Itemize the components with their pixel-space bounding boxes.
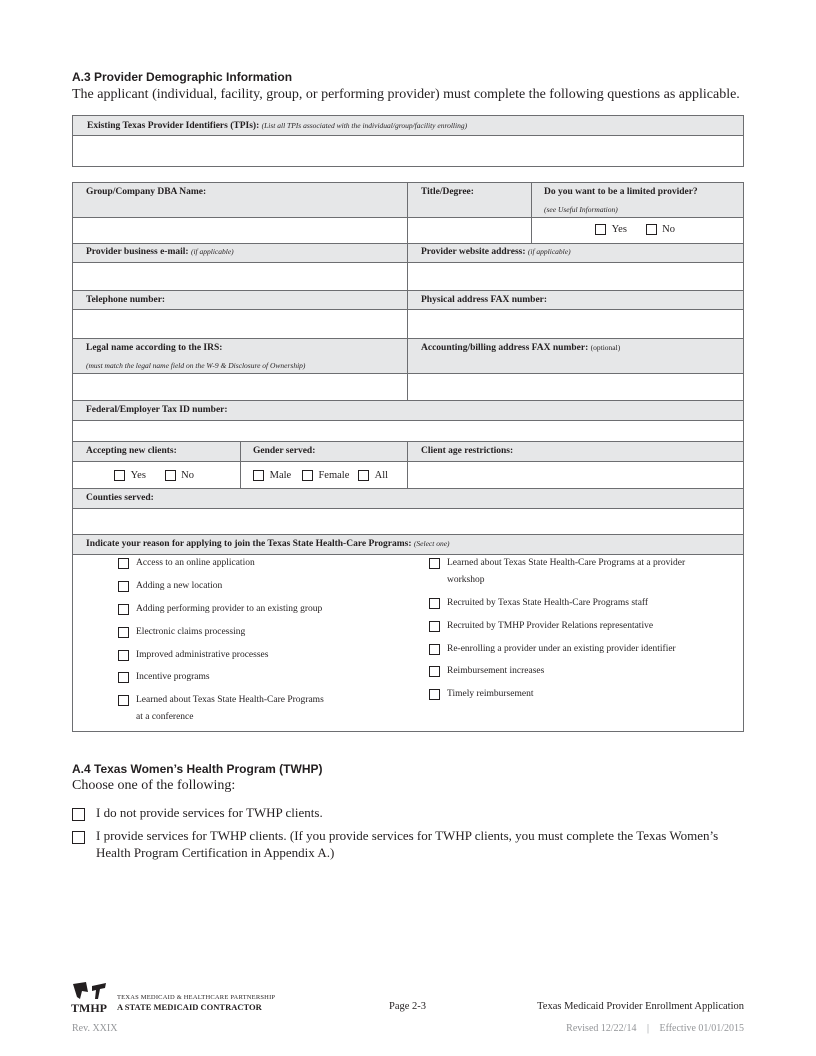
tmhp-logo-icon: [72, 982, 110, 1000]
footer-page-number: Page 2-3: [389, 1001, 427, 1012]
accepting-no-checkbox[interactable]: [165, 470, 176, 481]
email-input[interactable]: [73, 263, 407, 290]
group-dba-input[interactable]: [73, 218, 407, 243]
gender-label: Gender served:: [253, 446, 316, 456]
gender-all-label: All: [374, 470, 389, 481]
twhp-provide-services-label-2: Health Program Certification in Appendix A.): [96, 845, 335, 860]
section-a3-title: A.3 Provider Demographic Information: [72, 70, 293, 84]
tmhp-logo-text: TMHP: [71, 1001, 107, 1015]
accepting-yes-label: Yes: [130, 470, 146, 481]
billing-fax-label: Accounting/billing address FAX number: (optional): [421, 343, 621, 353]
twhp-no-services-checkbox[interactable]: [72, 808, 85, 821]
tpi-label: Existing Texas Provider Identifiers (TPIs): (List all TPIs associated with the individual/group/facility enrolling): [87, 121, 468, 131]
accepting-options: [114, 470, 194, 481]
tax-id-input[interactable]: [73, 421, 743, 441]
limited-provider-note: (see Useful Information): [544, 205, 618, 214]
footer-partnership: TEXAS MEDICAID & HEALTHCARE PARTNERSHIP: [117, 994, 276, 1001]
tpi-header: [72, 115, 744, 136]
age-input[interactable]: [408, 462, 743, 488]
website-label: Provider website address: (if applicable): [421, 247, 571, 257]
accepting-label: Accepting new clients:: [86, 446, 177, 456]
legal-name-label: Legal name according to the IRS:: [86, 343, 223, 353]
footer-revision-info: Revised 12/22/14 | Effective 01/01/2015: [566, 1023, 744, 1034]
fax-input[interactable]: [408, 310, 743, 338]
telephone-input[interactable]: [73, 310, 407, 338]
gender-options: [253, 470, 388, 481]
group-dba-label: Group/Company DBA Name:: [86, 187, 207, 197]
twhp-provide-services-label-1: I provide services for TWHP clients. (If you provide services for TWHP clients, you must complete the Texas Women’s: [96, 828, 719, 843]
accepting-no-label: No: [181, 470, 194, 481]
tpi-input[interactable]: [72, 135, 744, 167]
section-a3-description: The applicant (individual, facility, group, or performing provider) must complete the following questions as applicable.: [72, 87, 740, 102]
limited-no-label: No: [662, 224, 675, 235]
limited-yes-checkbox[interactable]: [595, 224, 606, 235]
twhp-provide-services-checkbox[interactable]: [72, 831, 85, 844]
footer-contractor: A STATE MEDICAID CONTRACTOR: [117, 1002, 262, 1012]
counties-input[interactable]: [73, 509, 743, 534]
footer-doc-title: Texas Medicaid Provider Enrollment Application: [537, 1001, 744, 1012]
billing-fax-input[interactable]: [408, 374, 743, 400]
website-input[interactable]: [408, 263, 743, 290]
reason-label: Indicate your reason for applying to join the Texas State Health-Care Programs: (Select one): [86, 539, 450, 549]
counties-label: Counties served:: [86, 493, 154, 503]
section-a4-description: Choose one of the following:: [72, 778, 236, 793]
gender-female-label: Female: [318, 470, 350, 481]
gender-male-label: Male: [269, 470, 292, 481]
legal-name-note: (must match the legal name field on the W-9 & Disclosure of Ownership): [86, 361, 306, 370]
limited-provider-options: [595, 224, 675, 235]
tax-id-label: Federal/Employer Tax ID number:: [86, 405, 228, 415]
limited-provider-label: Do you want to be a limited provider?: [544, 187, 698, 197]
limited-yes-label: Yes: [611, 224, 627, 235]
gender-female-checkbox[interactable]: [302, 470, 313, 481]
gender-all-checkbox[interactable]: [358, 470, 369, 481]
title-degree-label: Title/Degree:: [421, 187, 474, 197]
accepting-yes-checkbox[interactable]: [114, 470, 125, 481]
row3-header-band: [73, 291, 743, 309]
twhp-no-services-label: I do not provide services for TWHP clients.: [96, 805, 323, 820]
row7-header-band: [73, 489, 743, 508]
fax-label: Physical address FAX number:: [421, 295, 548, 305]
telephone-label: Telephone number:: [86, 295, 166, 305]
section-a4-title: A.4 Texas Women’s Health Program (TWHP): [72, 762, 323, 776]
footer-rev: Rev. XXIX: [72, 1023, 118, 1034]
gender-male-checkbox[interactable]: [253, 470, 264, 481]
age-label: Client age restrictions:: [421, 446, 514, 456]
limited-no-checkbox[interactable]: [646, 224, 657, 235]
legal-name-input[interactable]: [73, 374, 407, 400]
title-degree-input[interactable]: [408, 218, 531, 243]
email-label: Provider business e-mail: (if applicable): [86, 247, 234, 257]
